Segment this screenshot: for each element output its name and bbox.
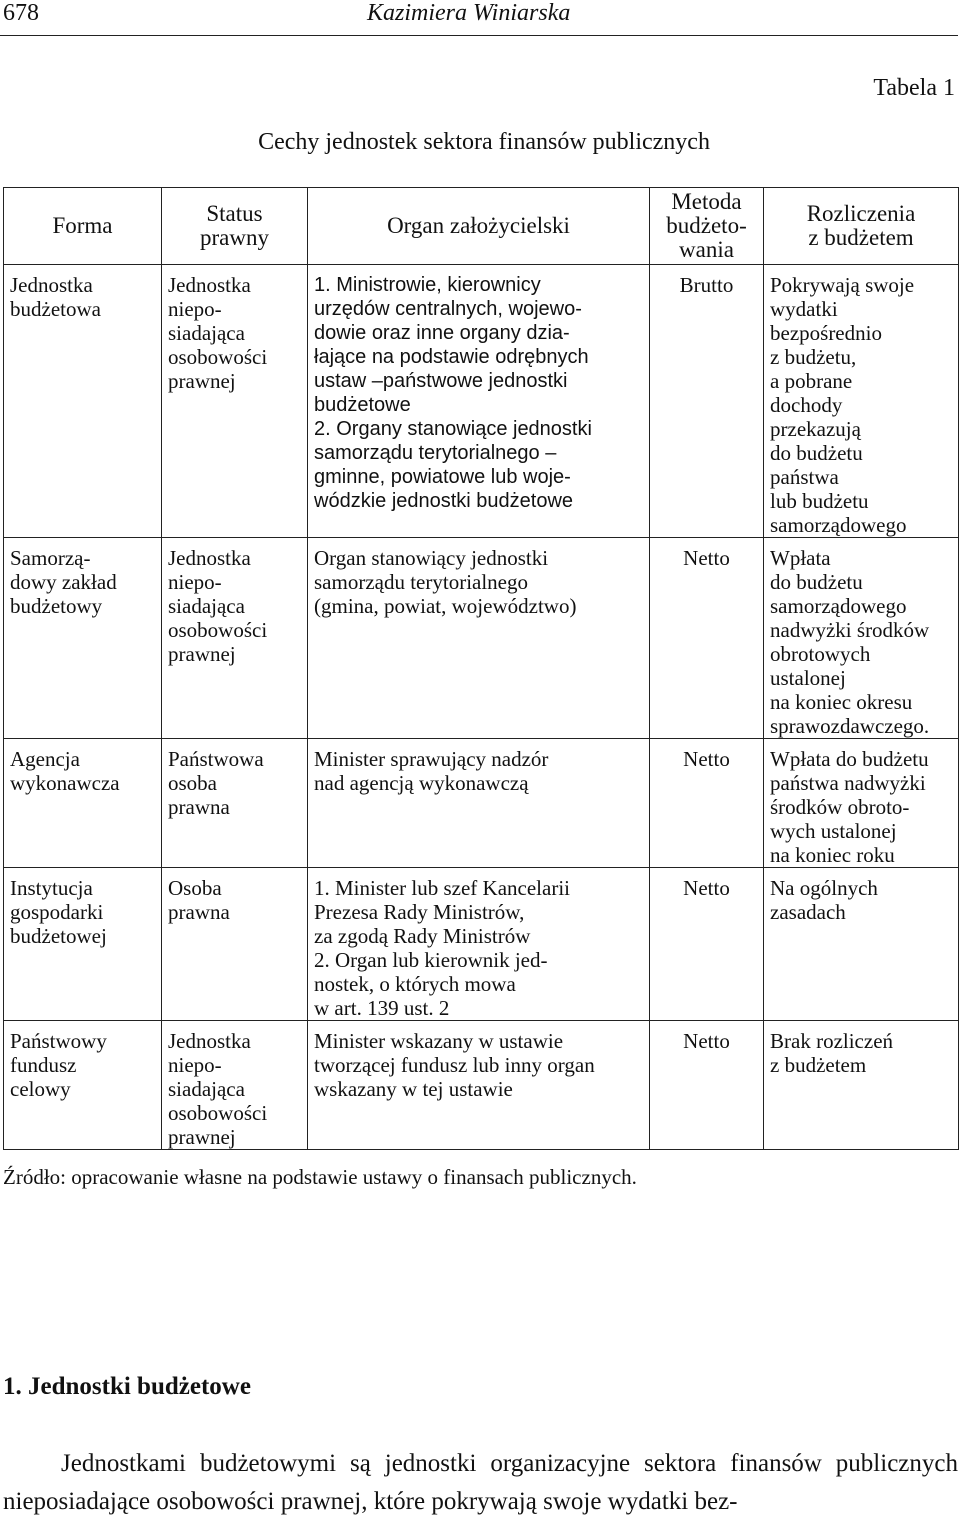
table-caption: Cechy jednostek sektora finansów publicznych	[258, 129, 710, 155]
column-header-rozliczenia: Rozliczenia z budżetem	[764, 188, 959, 265]
cell-rozliczenia: Wpłata do budżetu samorządowego nadwyżki środków obrotowych ustalonej na koniec okresu sprawozdawczego.	[764, 538, 959, 739]
cell-organ: Minister sprawujący nadzór nad agencją wykonawczą	[308, 739, 650, 868]
cell-rozliczenia: Pokrywają swoje wydatki bezpośrednio z budżetu, a pobrane dochody przekazują do budżetu państwa lub budżetu samorządowego	[764, 265, 959, 538]
table-header-row	[4, 188, 959, 265]
column-header-forma: Forma	[4, 188, 162, 265]
cell-rozliczenia: Wpłata do budżetu państwa nadwyżki środków obroto- wych ustalonej na koniec roku	[764, 739, 959, 868]
page-number: 678	[3, 0, 39, 26]
table-row	[4, 1021, 959, 1150]
cell-organ: 1. Ministrowie, kierownicy urzędów centralnych, wojewo- dowie oraz inne organy dzia- łające na podstawie odrębnych ustaw –państwowe jednostki budżetowe 2. Organy stanowiące jednostki samorządu terytorialnego – gminne, powiatowe lub woje- wódzkie jednostki budżetowe	[308, 265, 650, 538]
cell-metoda: Netto	[650, 538, 764, 739]
table-row	[4, 265, 959, 538]
section-heading: 1. Jednostki budżetowe	[3, 1373, 251, 1400]
features-table	[3, 187, 959, 1150]
header-rule	[0, 35, 958, 36]
cell-organ: Organ stanowiący jednostki samorządu terytorialnego (gmina, powiat, województwo)	[308, 538, 650, 739]
table-source-note: Źródło: opracowanie własne na podstawie ustawy o finansach publicznych.	[3, 1165, 637, 1189]
table-row	[4, 868, 959, 1021]
cell-rozliczenia: Brak rozliczeń z budżetem	[764, 1021, 959, 1150]
cell-forma: Instytucja gospodarki budżetowej	[4, 868, 162, 1021]
running-title: Kazimiera Winiarska	[367, 0, 571, 26]
body-paragraph: Jednostkami budżetowymi są jednostki organizacyjne sektora finansów publicznych nieposiadające osobowości prawnej, które pokrywają swoje wydatki bez-	[3, 1450, 958, 1515]
column-header-metoda: Metoda budżeto- wania	[650, 188, 764, 265]
table-number: Tabela 1	[873, 75, 955, 101]
column-header-organ: Organ założycielski	[308, 188, 650, 265]
cell-status: Jednostka niepo- siadająca osobowości prawnej	[162, 538, 308, 739]
cell-status: Osoba prawna	[162, 868, 308, 1021]
cell-forma: Samorzą- dowy zakład budżetowy	[4, 538, 162, 739]
cell-forma: Państwowy fundusz celowy	[4, 1021, 162, 1150]
cell-forma: Agencja wykonawcza	[4, 739, 162, 868]
cell-status: Jednostka niepo- siadająca osobowości prawnej	[162, 1021, 308, 1150]
column-header-status: Status prawny	[162, 188, 308, 265]
cell-organ: 1. Minister lub szef Kancelarii Prezesa Rady Ministrów, za zgodą Rady Ministrów 2. Organ lub kierownik jed- nostek, o których mowa w art. 139 ust. 2	[308, 868, 650, 1021]
cell-forma: Jednostka budżetowa	[4, 265, 162, 538]
table-row	[4, 538, 959, 739]
cell-status: Państwowa osoba prawna	[162, 739, 308, 868]
cell-metoda: Netto	[650, 868, 764, 1021]
cell-metoda: Netto	[650, 739, 764, 868]
cell-status: Jednostka niepo- siadająca osobowości prawnej	[162, 265, 308, 538]
cell-metoda: Netto	[650, 1021, 764, 1150]
page-header	[0, 0, 960, 37]
cell-rozliczenia: Na ogólnych zasadach	[764, 868, 959, 1021]
cell-metoda: Brutto	[650, 265, 764, 538]
table-row	[4, 739, 959, 868]
cell-organ: Minister wskazany w ustawie tworzącej fundusz lub inny organ wskazany w tej ustawie	[308, 1021, 650, 1150]
